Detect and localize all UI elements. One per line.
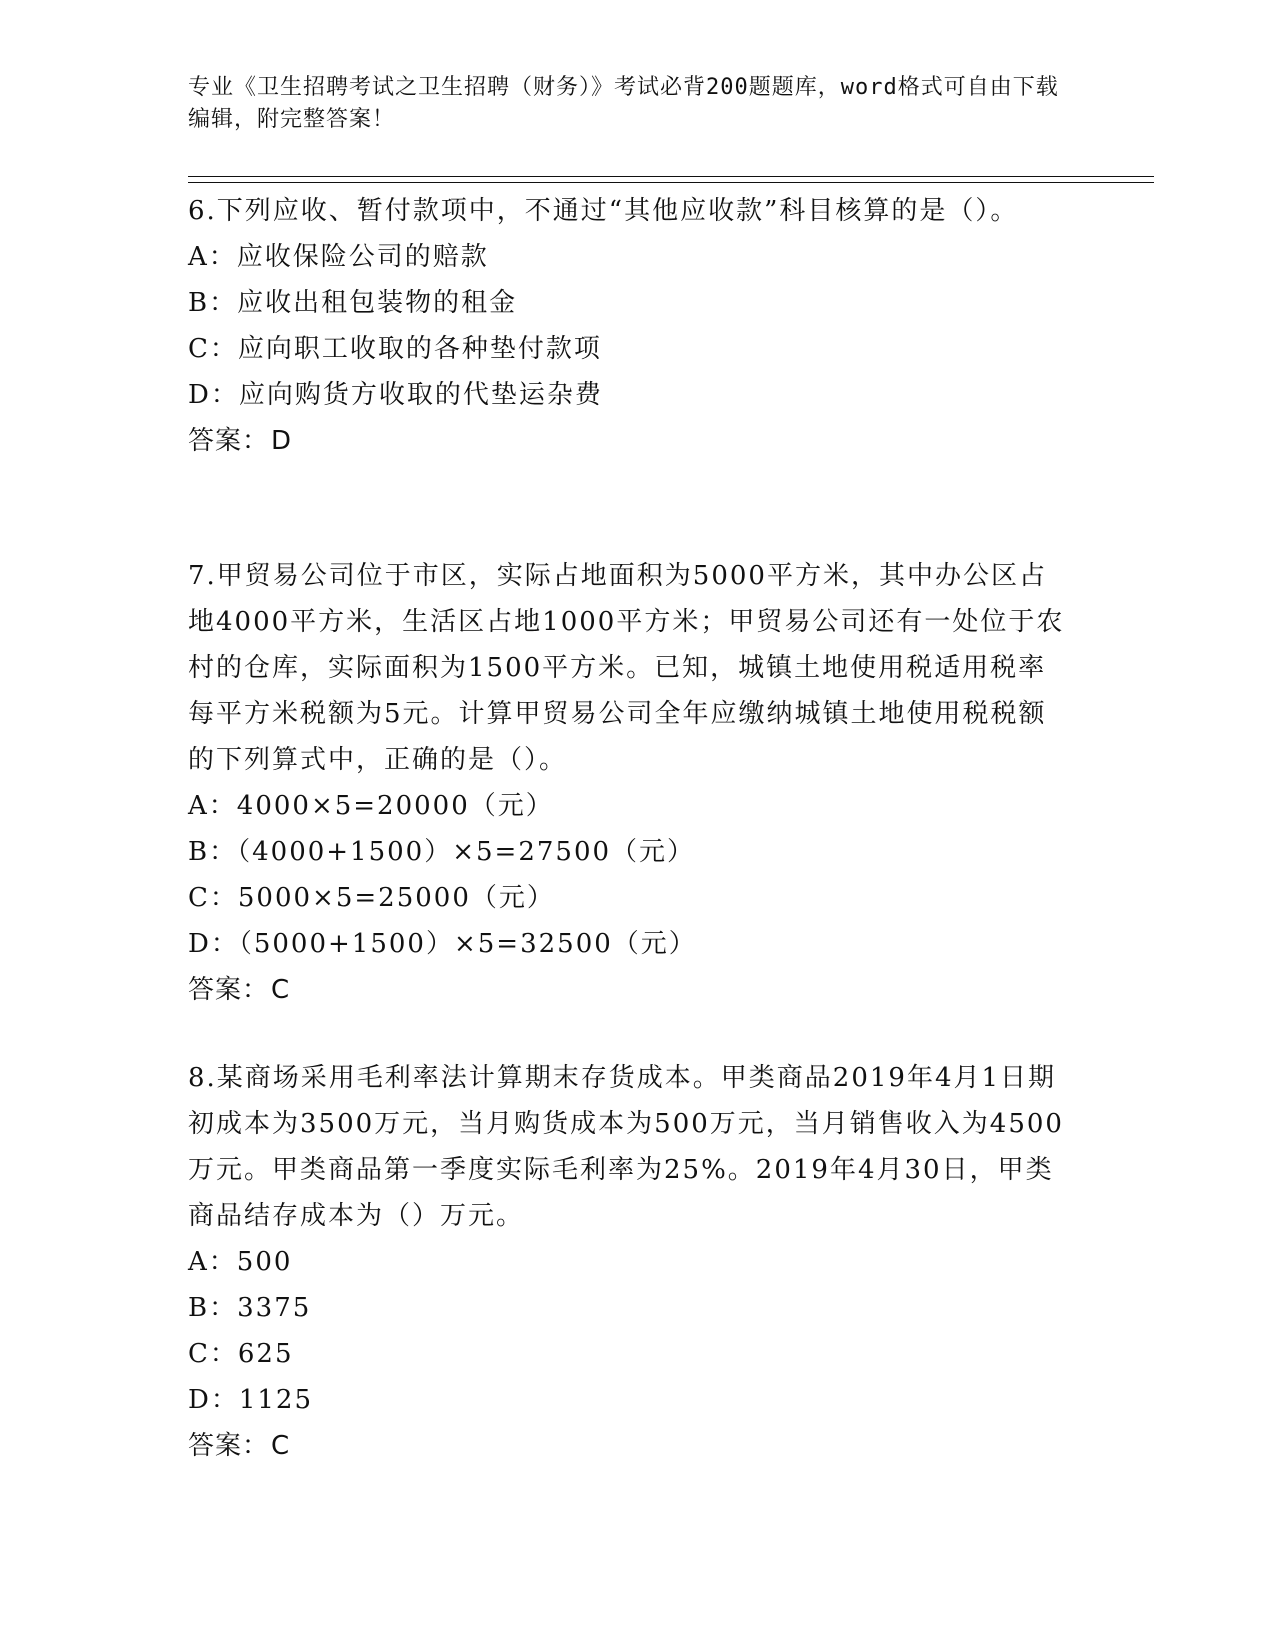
option-c: C：625 (188, 1339, 294, 1369)
option-a: A：500 (188, 1247, 293, 1277)
answer-value: D (271, 426, 293, 456)
question-stem: 8.某商场采用毛利率法计算期末存货成本。甲类商品2019年4月1日期初成本为3500万元，当月购货成本为500万元，当月销售收入为4500万元。甲类商品第一季度实际毛利率为25%。2019年4月30日，甲类商品结存成本为（）万元。 (188, 1063, 1064, 1231)
question-stem: 7.甲贸易公司位于市区，实际占地面积为5000平方米，其中办公区占地4000平方米，生活区占地1000平方米；甲贸易公司还有一处位于农村的仓库，实际面积为1500平方米。已知，城镇土地使用税适用税率每平方米税额为5元。计算甲贸易公司全年应缴纳城镇土地使用税税额的下列算式中，正确的是（）。 (188, 561, 1065, 775)
answer-label: 答案： (188, 426, 270, 456)
answer-label: 答案： (188, 975, 270, 1005)
option-a: A：4000×5=20000（元） (188, 791, 554, 821)
answer-line (188, 418, 1068, 464)
question-stem: 6.下列应收、暂付款项中，不通过“其他应收款”科目核算的是（）。 (188, 196, 1019, 226)
option-d: D：（5000+1500）×5=32500（元） (188, 929, 697, 959)
option-c: C：5000×5=25000（元） (188, 883, 555, 913)
answer-line (188, 1423, 1068, 1469)
header-divider-top (188, 176, 1154, 177)
header-divider-bottom (188, 182, 1154, 183)
option-b: B：3375 (188, 1293, 312, 1323)
document-header: 专业《卫生招聘考试之卫生招聘（财务）》考试必背200题题库，word格式可自由下载编辑，附完整答案！ (188, 75, 1059, 132)
question-6 (188, 188, 1068, 464)
answer-label: 答案： (188, 1431, 270, 1461)
option-b: B：（4000+1500）×5=27500（元） (188, 837, 696, 867)
question-7 (188, 553, 1068, 1013)
option-d: D：1125 (188, 1385, 314, 1415)
answer-value: C (271, 1431, 291, 1461)
question-8 (188, 1055, 1068, 1469)
option-a: A：应收保险公司的赔款 (188, 242, 489, 272)
option-c: C：应向职工收取的各种垫付款项 (188, 334, 602, 364)
answer-value: C (271, 975, 291, 1005)
option-d: D：应向购货方收取的代垫运杂费 (188, 380, 603, 410)
option-b: B：应收出租包装物的租金 (188, 288, 518, 318)
answer-line (188, 967, 1068, 1013)
